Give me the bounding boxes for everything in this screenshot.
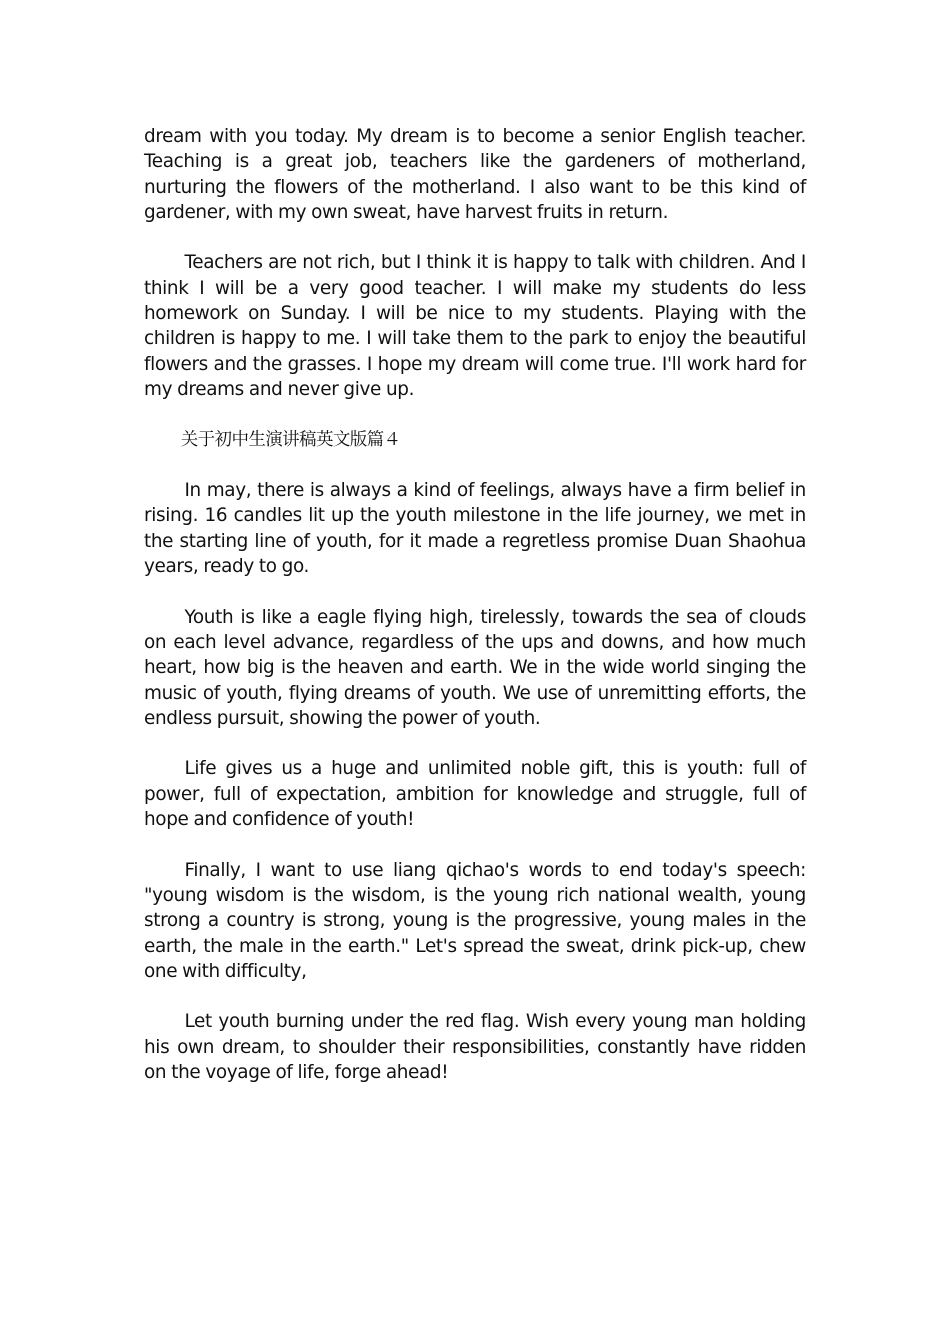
section-heading: 关于初中生演讲稿英文版篇４ — [180, 429, 401, 450]
paragraph-dream-intro: dream with you today. My dream is to become a senior English teacher. Teaching is a great job, teachers like the gardeners of motherland, nurturing the flowers of the motherland. I also want to be this kind of gardener, with my own sweat, have harvest fruits in return. — [144, 126, 806, 223]
paragraph-red-flag: Let youth burning under the red flag. Wish every young man holding his own dream, to shoulder their responsibilities, constantly have ridden on the voyage of life, forge ahead! — [144, 1011, 806, 1083]
paragraph-may: In may, there is always a kind of feelings, always have a firm belief in rising. 16 candles lit up the youth milestone in the life journey, we met in the starting line of youth, for it made a regretless promise Duan Shaohua years, ready to go. — [144, 480, 806, 578]
paragraph-youth-eagle: Youth is like a eagle flying high, tirelessly, towards the sea of clouds on each level advance, regardless of the ups and downs, and how much heart, how big is the heaven and earth. We in the wide world singing the music of youth, flying dreams of youth. We use of unremitting efforts, the endless pursuit, showing the power of youth. — [144, 606, 806, 729]
document-body — [144, 124, 806, 1111]
paragraph-life-gift: Life gives us a huge and unlimited noble gift, this is youth: full of power, full of expectation, ambition for knowledge and struggle, full of hope and confidence of youth! — [144, 758, 806, 831]
paragraph-teachers: Teachers are not rich, but I think it is happy to talk with children. And I think I will be a very good teacher. I will make my students do less homework on Sunday. I will be nice to my students. Playing with the children is happy to me. I will take them to the park to enjoy the beautiful flowers and the grasses. I hope my dream will come true. I'll work hard for my dreams and never give up. — [144, 252, 806, 400]
paragraph-finally: Finally, I want to use liang qichao's words to end today's speech: "young wisdom is the wisdom, is the young rich national wealth, young strong a country is strong, young is the progressive, young males in the earth, the male in the earth." Let's spread the sweat, drink pick-up, chew one with difficulty, — [144, 859, 806, 982]
